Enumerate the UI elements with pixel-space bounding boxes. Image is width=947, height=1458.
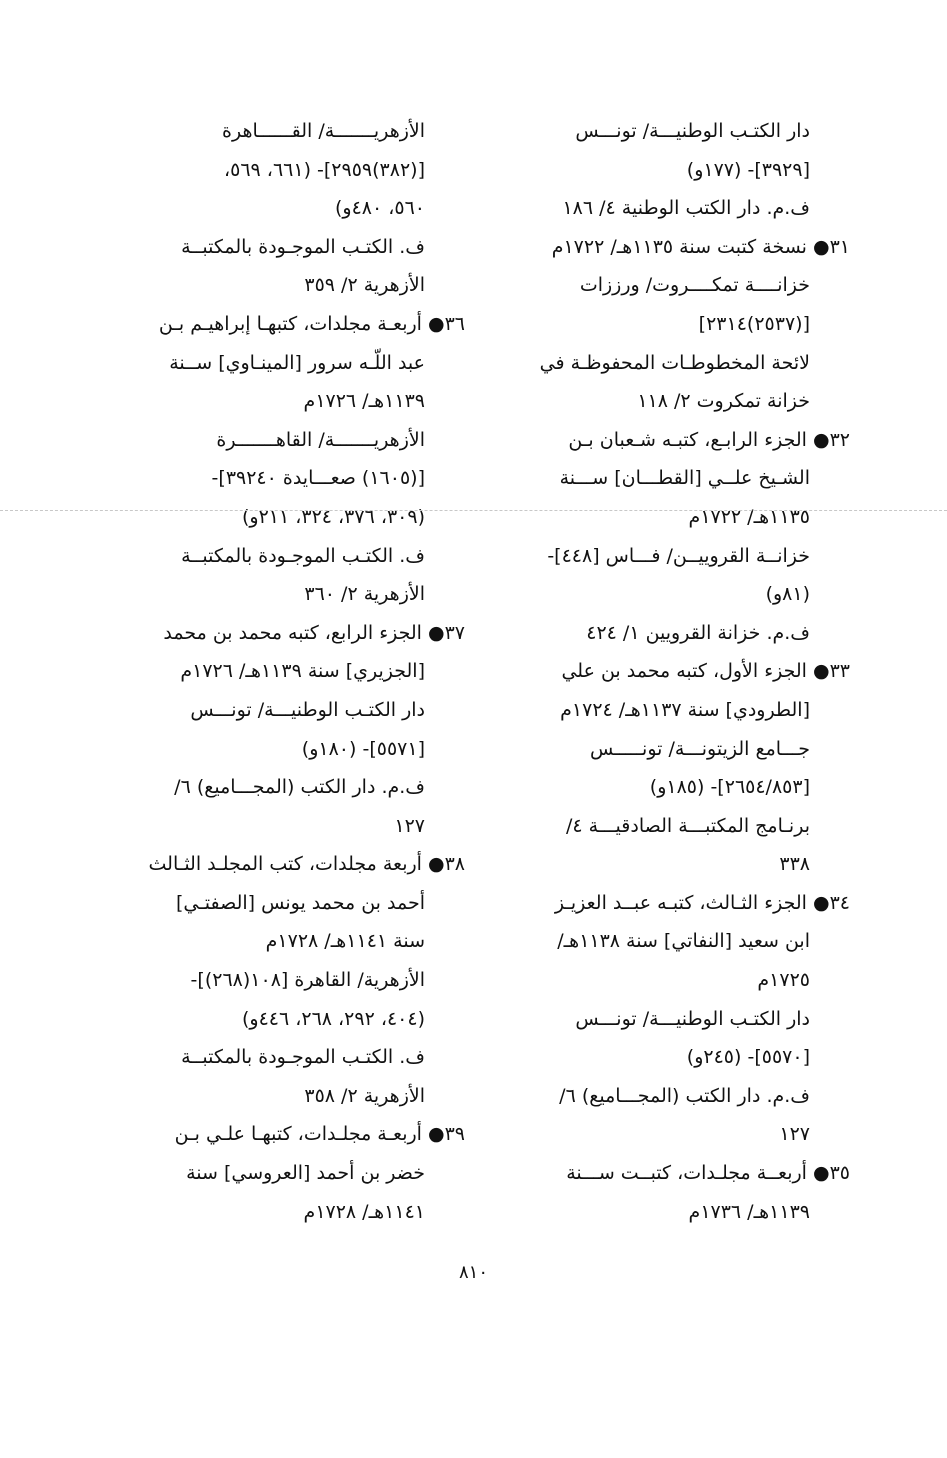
right-column-entry-heading: ٣٥● أربعــة مجلـدات، كتبــت ســـنة: [566, 1162, 850, 1185]
right-column-line: ١١٣٩هـ/ ١٧٣٦م: [688, 1200, 810, 1223]
right-column-entry-heading: ٣٢● الجزء الرابـع، كتبـه شـعبان بـن: [568, 428, 850, 451]
left-column-line: ٥٦٠، ٤٨٠و): [334, 197, 425, 220]
left-column-line: [(٣٨٢)٢٩٥٩]- (٦٦١، ٥٦٩،: [224, 158, 425, 181]
right-column-line: (٨١و): [765, 583, 810, 606]
right-column-line: ٣٣٨: [779, 853, 810, 876]
left-column-line: الأزهريـــــــة/ القــــــاهرة: [222, 120, 425, 142]
left-column-entry-heading: ٣٨● أربعة مجلدات، كتب المجلـد الثـالث: [148, 853, 465, 876]
right-column-line: ف.م. دار الكتب (المجـــاميع) ٦/: [559, 1084, 810, 1107]
right-column-line: ١٢٧: [779, 1123, 810, 1146]
right-column-entry-heading: ٣١● نسخة كتبت سنة ١١٣٥هـ/ ١٧٢٢م: [551, 235, 850, 258]
left-column-line: [٥٥٧١]- (١٨٠و): [301, 737, 425, 760]
right-column-line: الشـيخ علــي [القطـــان] ســـنة: [559, 467, 810, 490]
left-column-entry-heading: ٣٧● الجزء الرابع، كتبه محمد بن محمد: [163, 621, 465, 644]
right-column-line: برنـامج المكتبـــة الصادقيـــة ٤/: [566, 814, 810, 837]
left-column-line: (٣٠٩، ٣٧٦، ٣٢٤، ٢١١و): [241, 505, 425, 528]
right-column-line: لائحة المخطوطـات المحفوظـة في: [539, 351, 810, 374]
left-column-line: عبد اللّـه سرور [المينـاوي] ســنة: [169, 351, 425, 374]
left-column-line: (٤٠٤، ٢٩٢، ٢٦٨، ٤٤٦و): [241, 1007, 425, 1030]
right-column-line: ف.م. خزانة القرويين ١/ ٤٢٤: [586, 621, 810, 644]
scan-artifact-dashed-line: [0, 510, 947, 511]
page-number: ٨١٠: [458, 1262, 488, 1283]
left-column-line: ف. الكتـب الموجـودة بالمكتبــة: [181, 235, 425, 258]
left-column-line: الأزهرية ٢/ ٣٥٨: [304, 1084, 425, 1107]
right-column-line: ابن سعيد [النفاتي] سنة ١١٣٨هـ/: [557, 930, 810, 953]
right-column: [470, 112, 850, 1231]
right-column-entry-heading: ٣٣● الجزء الأول، كتبه محمد بن علي: [561, 660, 850, 683]
left-column-line: ف. الكتـب الموجـودة بالمكتبــة: [181, 544, 425, 567]
right-column-entry-heading: ٣٤● الجزء الثـالث، كتبـه عبــد العزيـز: [554, 891, 850, 914]
left-column-line: خضر بن أحمد [العروسي] سنة: [186, 1162, 425, 1185]
right-column-line: خزانة تمكروت ٢/ ١١٨: [637, 390, 810, 413]
left-column-line: أحمد بن محمد يونس [الصفتـي]: [175, 891, 425, 914]
right-column-line: [(٢٥٣٧)٢٣١٤]: [698, 312, 810, 335]
left-column-line: دار الكتـب الوطنيـــة/ تونـــس: [190, 698, 425, 721]
left-column-line: الأزهرية ٢/ ٣٥٩: [304, 274, 425, 297]
right-column-line: ١٧٢٥م: [757, 969, 810, 992]
right-column-line: خزانــة القروييــن/ فـــاس [٤٤٨]-: [547, 544, 810, 567]
right-column-line: ١١٣٥هـ/ ١٧٢٢م: [688, 505, 810, 528]
left-column-line: الأزهريـــــــة/ القاهـــــــرة: [216, 428, 425, 451]
left-column-line: [الجزيري] سنة ١١٣٩هـ/ ١٧٢٦م: [180, 660, 425, 683]
right-column-line: [٣٩٢٩]- (١٧٧و): [686, 158, 810, 181]
right-column-line: دار الكتـب الوطنيـــة/ تونـــس: [575, 1007, 810, 1030]
left-column-entry-heading: ٣٦● أربعـة مجلدات، كتبهـا إبراهيـم بـن: [158, 312, 465, 335]
left-column-line: ١١٤١هـ/ ١٧٢٨م: [303, 1200, 425, 1223]
left-column-line: الأزهرية/ القاهرة [١٠٨(٢٦٨)]-: [190, 969, 425, 992]
left-column-line: الأزهرية ٢/ ٣٦٠: [304, 583, 425, 606]
left-column-line: ١١٣٩هـ/ ١٧٢٦م: [303, 390, 425, 413]
left-column-line: [(١٦٠٥) صعـــايدة ٣٩٢٤٠]-: [211, 467, 425, 490]
left-column-line: ١٢٧: [394, 814, 425, 837]
right-column-line: جـــامع الزيتونـــة/ تونـــــس: [589, 737, 810, 760]
right-column-line: [٢٦٥٤/٨٥٣]- (١٨٥و): [649, 776, 810, 799]
right-column-line: ف.م. دار الكتب الوطنية ٤/ ١٨٦: [562, 197, 810, 220]
right-column-line: دار الكتـب الوطنيـــة/ تونـــس: [575, 120, 810, 142]
left-column: [85, 112, 465, 1231]
left-column-line: ف.م. دار الكتب (المجـــاميع) ٦/: [174, 776, 425, 799]
right-column-line: [٥٥٧٠]- (٢٤٥و): [686, 1046, 810, 1069]
left-column-line: ف. الكتـب الموجـودة بالمكتبــة: [181, 1046, 425, 1069]
left-column-entry-heading: ٣٩● أربعـة مجلـدات، كتبهـا علـي بـن: [174, 1123, 465, 1146]
right-column-line: [الطرودي] سنة ١١٣٧هـ/ ١٧٢٤م: [560, 698, 810, 721]
right-column-line: خزانــــة تمكــــروت/ ورززات: [579, 274, 810, 297]
left-column-line: سنة ١١٤١هـ/ ١٧٢٨م: [265, 930, 425, 953]
